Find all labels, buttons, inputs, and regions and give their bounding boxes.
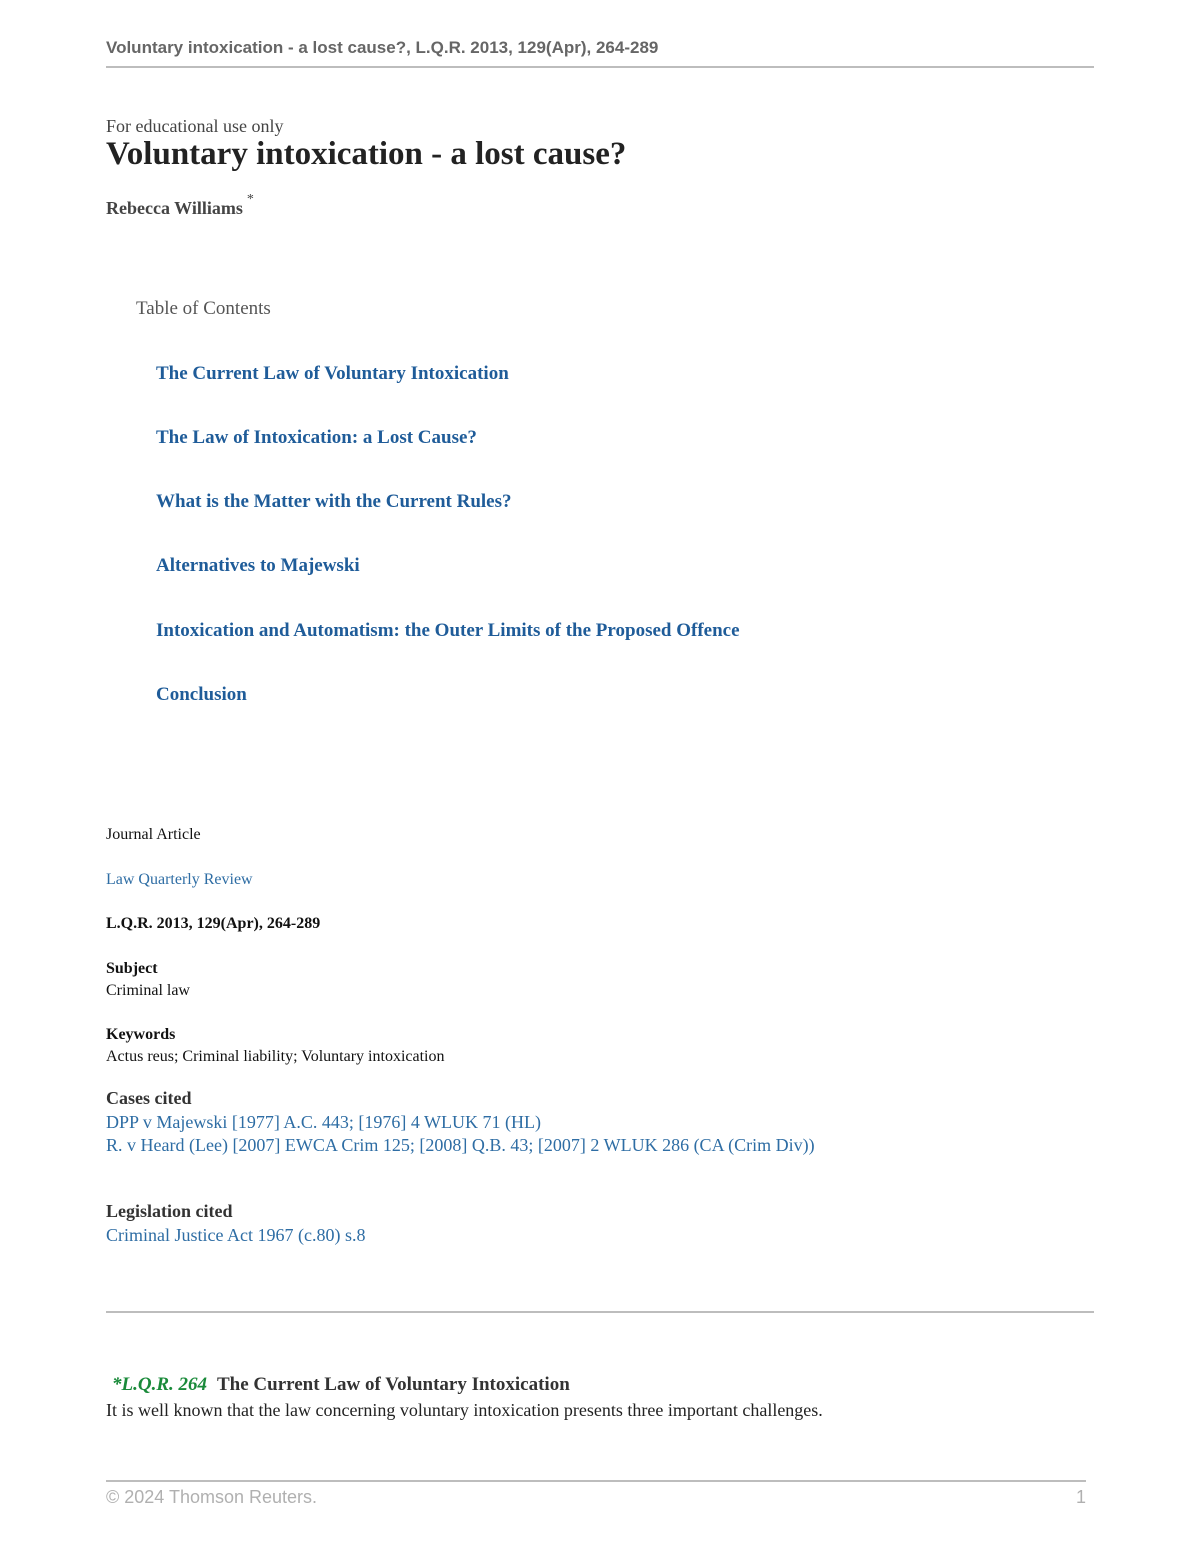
author-line xyxy=(106,192,254,219)
subject-label: Subject xyxy=(106,960,158,977)
subject-value: Criminal law xyxy=(106,982,190,999)
toc-link-lost-cause[interactable]: The Law of Intoxication: a Lost Cause? xyxy=(156,427,477,448)
content-divider xyxy=(106,1311,1094,1313)
keywords-value: Actus reus; Criminal liability; Voluntary intoxication xyxy=(106,1048,445,1065)
header-divider xyxy=(106,66,1094,68)
toc-link-conclusion[interactable]: Conclusion xyxy=(156,684,247,705)
document-type: Journal Article xyxy=(106,826,201,843)
section-heading-line xyxy=(106,1374,570,1396)
article-title: Voluntary intoxication - a lost cause? xyxy=(106,136,627,172)
page-number: 1 xyxy=(1076,1487,1087,1507)
author-name: Rebecca Williams xyxy=(106,198,243,218)
toc-link-alternatives[interactable]: Alternatives to Majewski xyxy=(156,555,360,576)
legislation-cited-label: Legislation cited xyxy=(106,1201,233,1221)
case-link-majewski[interactable]: DPP v Majewski [1977] A.C. 443; [1976] 4 WLUK 71 (HL) xyxy=(106,1112,541,1132)
case-link-heard[interactable]: R. v Heard (Lee) [2007] EWCA Crim 125; [2008] Q.B. 43; [2007] 2 WLUK 286 (CA (Crim Div)) xyxy=(106,1135,815,1155)
body-paragraph: It is well known that the law concerning voluntary intoxication presents three important challenges. xyxy=(106,1400,823,1420)
toc-link-current-law[interactable]: The Current Law of Voluntary Intoxication xyxy=(156,363,509,384)
toc-heading: Table of Contents xyxy=(136,298,271,319)
toc-link-automatism[interactable]: Intoxication and Automatism: the Outer Limits of the Proposed Offence xyxy=(156,620,740,641)
page-marker: *L.Q.R. 264 xyxy=(112,1374,207,1395)
author-footnote-link[interactable]: * xyxy=(246,192,254,207)
legislation-link-cja-1967[interactable]: Criminal Justice Act 1967 (c.80) s.8 xyxy=(106,1225,366,1245)
section-title: The Current Law of Voluntary Intoxication xyxy=(217,1374,570,1395)
citation: L.Q.R. 2013, 129(Apr), 264-289 xyxy=(106,915,321,932)
journal-link[interactable]: Law Quarterly Review xyxy=(106,871,253,888)
cases-cited-label: Cases cited xyxy=(106,1088,192,1108)
copyright-notice: © 2024 Thomson Reuters. xyxy=(106,1487,318,1507)
toc-link-current-rules[interactable]: What is the Matter with the Current Rules? xyxy=(156,491,512,512)
keywords-label: Keywords xyxy=(106,1026,176,1043)
footer-divider xyxy=(106,1480,1086,1482)
educational-use-notice: For educational use only xyxy=(106,116,284,136)
running-header: Voluntary intoxication - a lost cause?, L.Q.R. 2013, 129(Apr), 264-289 xyxy=(106,38,659,57)
